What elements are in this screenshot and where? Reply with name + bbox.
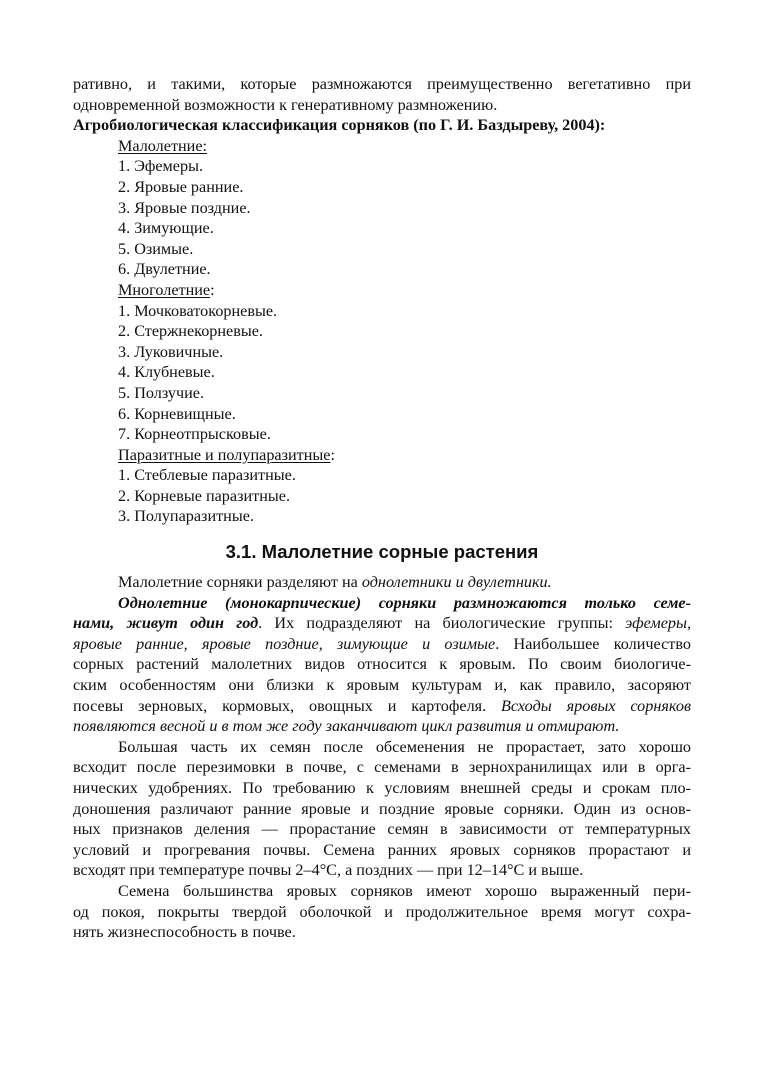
list-item: 4. Зимующие. [118,219,214,238]
paragraph-line: яровые ранние, яровые поздние, зимующие и озимые. Наибольшее количество [73,634,691,653]
paragraph-line: Малолетние сорняки разделяют на однолетники и двулетники. [118,573,552,592]
paragraph-line: всходит после перезимовки в почве, с семенами в зернохранилищах или в орга- [73,758,691,777]
paragraph-line: посевы зерновых, кормовых, овощных и картофеля. Всходы яровых сорняков [73,696,691,715]
paragraph-line: Однолетние (монокарпические) сорняки размножаются только семе- [118,593,691,612]
paragraph-line: нами, живут один год. Их подразделяют на биологические группы: эфемеры, [73,614,691,633]
paragraph-line: Большая часть их семян после обсеменения не прорастает, зато хорошо [118,737,691,756]
list-item: 5. Озимые. [118,239,194,258]
group-label-annual: Малолетние: [118,136,208,155]
list-item: 1. Эфемеры. [118,157,203,176]
classification-title: Агробиологическая классификация сорняков (по Г. И. Баздыреву, 2004): [73,116,606,135]
list-item: 1. Мочковатокорневые. [118,301,278,320]
list-item: 7. Корнеотпрысковые. [118,425,271,444]
paragraph-line: од покоя, покрыты твердой оболочкой и продолжительное время могут сохра- [73,902,691,921]
classification-list [73,136,691,527]
paragraph-line: нять жизнеспособность в почве. [73,923,296,942]
section-heading: 3.1. Малолетние сорные растения [225,541,539,563]
list-item: 6. Двулетние. [118,260,211,279]
list-item: 1. Стеблевые паразитные. [118,466,296,485]
document-page [73,74,691,943]
paragraph-line: появляются весной и в том же году заканчивают цикл развития и отмирают. [73,717,620,736]
list-item: 2. Яровые ранние. [118,177,244,196]
list-item: 6. Корневищные. [118,404,236,423]
list-item: 3. Полупаразитные. [118,507,254,526]
list-item: 5. Ползучие. [118,383,205,402]
paragraph-line: доношения различают ранние яровые и поздние яровые сорняки. Один из основ- [73,799,691,818]
list-item: 4. Клубневые. [118,363,215,382]
paragraph-line: ским особенностям они близки к яровым культурам и, как правило, засоряют [73,676,691,695]
group-label-parasitic: Паразитные и полупаразитные: [118,445,335,464]
paragraph-line: сорных растений малолетних видов относится к яровым. По своим биологиче- [73,655,691,674]
list-item: 2. Стержнекорневые. [118,322,263,341]
paragraph-line: нических удобрениях. По требованию к условиям внешней среды и срокам пло- [73,779,691,797]
list-item: 3. Яровые поздние. [118,198,251,217]
paragraph-line: ных признаков деления — прорастание семян в зависимости от температурных [73,820,691,839]
intro-line: ративно, и такими, которые размножаются преимущественно вегетативно при [73,75,691,93]
paragraph-line: всходят при температуре почвы 2–4°С, а поздних — при 12–14°С и выше. [73,861,584,880]
paragraph-line: Семена большинства яровых сорняков имеют хорошо выраженный пери- [118,881,691,900]
list-item: 2. Корневые паразитные. [118,486,290,505]
list-item: 3. Луковичные. [118,342,224,361]
group-label-perennial: Многолетние: [118,280,215,299]
paragraph-line: условий и прогревания почвы. Семена ранних яровых сорняков прорастают и [73,840,691,859]
intro-line: одновременной возможности к генеративному размножению. [73,95,498,114]
